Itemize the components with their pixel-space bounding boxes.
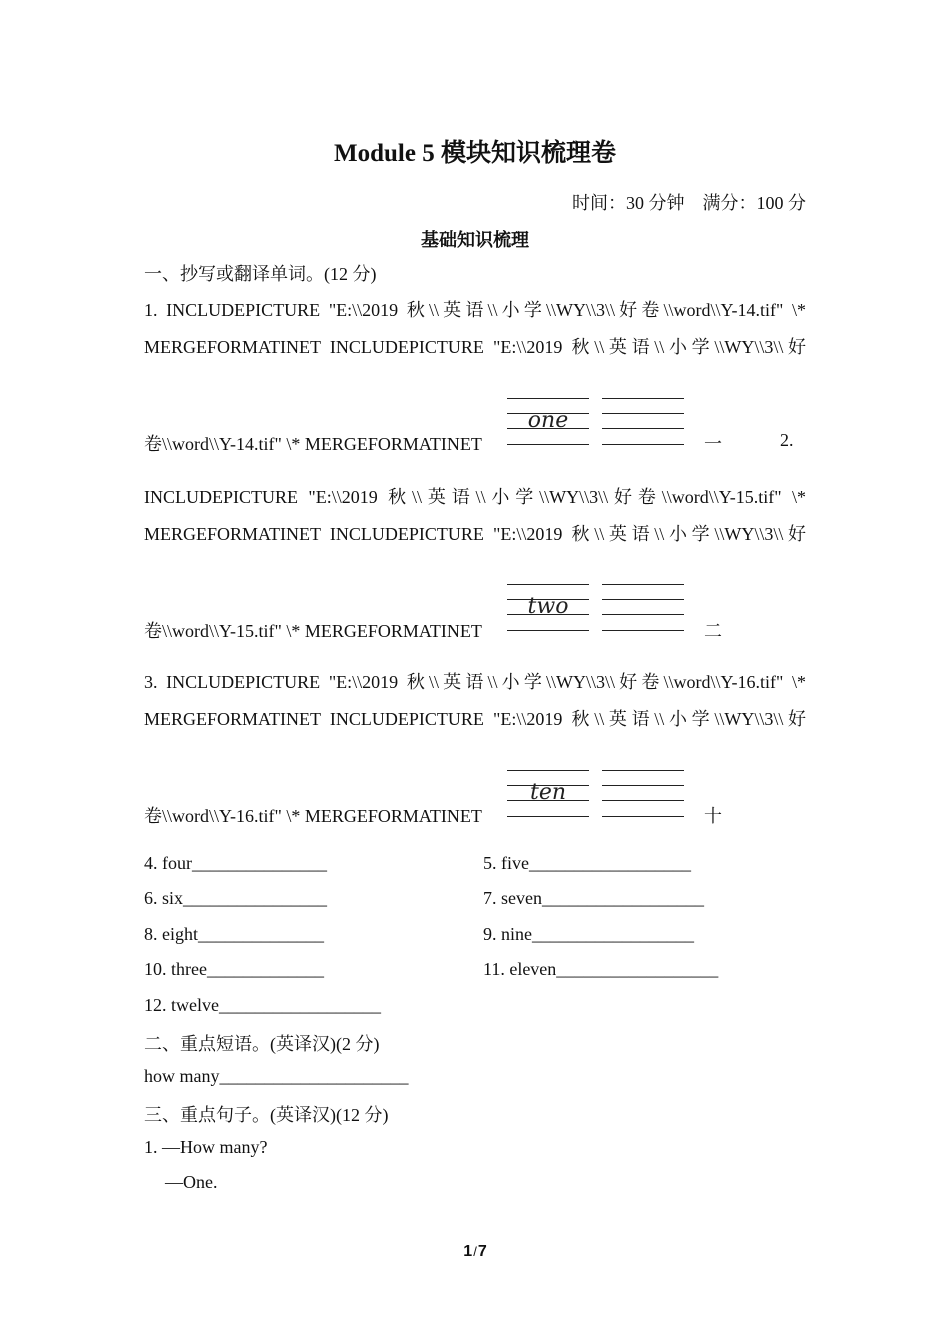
word-item-8[interactable]: 8. eight______________ [144, 924, 324, 944]
word-item-7[interactable]: 7. seven__________________ [483, 888, 704, 908]
word-item-10[interactable]: 10. three_____________ [144, 959, 324, 979]
item2-line3: 卷\\word\\Y-15.tif" \* MERGEFORMATINET [144, 621, 482, 641]
item2-line1: INCLUDEPICTURE "E:\\2019 秋\\英语\\小学\\WY\\3\\好卷\\word\\Y-15.tif" \* [144, 487, 806, 507]
page-number [0, 1243, 950, 1261]
part2-heading: 二、重点短语。(英译汉)(2 分) [144, 1034, 380, 1054]
item1-translation: 一 [704, 434, 722, 454]
item2-line2: MERGEFORMATINET INCLUDEPICTURE "E:\\2019 秋\\英语\\小学\\WY\\3\\好 [144, 524, 806, 544]
word-item-6[interactable]: 6. six________________ [144, 888, 328, 908]
item1-writing-box [507, 398, 589, 448]
page-current: 1 [463, 1243, 473, 1260]
item2-number: 2. [780, 430, 794, 450]
item3-writing-box [507, 770, 589, 820]
item3-answer-box[interactable] [602, 770, 684, 820]
part1-heading: 一、抄写或翻译单词。(12 分) [144, 264, 377, 284]
item1-line2: MERGEFORMATINET INCLUDEPICTURE "E:\\2019 秋\\英语\\小学\\WY\\3\\好 [144, 337, 806, 357]
word-item-4[interactable]: 4. four_______________ [144, 853, 327, 873]
page-title: Module 5 模块知识梳理卷 [334, 140, 616, 167]
item1-word: one [527, 408, 569, 433]
page-total: 7 [477, 1243, 487, 1260]
word-item-12[interactable]: 12. twelve__________________ [144, 995, 381, 1015]
item1-line3: 卷\\word\\Y-14.tif" \* MERGEFORMATINET [144, 434, 482, 454]
sentence-question-1: 1. —How many? [144, 1137, 268, 1157]
item1-answer-box[interactable] [602, 398, 684, 448]
item3-word: ten [529, 780, 567, 805]
section-header: 基础知识梳理 [421, 230, 529, 250]
item3-line1: 3. INCLUDEPICTURE "E:\\2019 秋\\英语\\小学\\WY\\3\\好卷\\word\\Y-16.tif" \* [144, 672, 806, 692]
item3-translation: 十 [704, 806, 722, 826]
sentence-answer-1: —One. [165, 1172, 218, 1192]
item1-line1: 1. INCLUDEPICTURE "E:\\2019 秋\\英语\\小学\\WY\\3\\好卷\\word\\Y-14.tif" \* [144, 300, 806, 320]
item2-translation: 二 [704, 621, 722, 641]
part3-heading: 三、重点句子。(英译汉)(12 分) [144, 1105, 389, 1125]
item2-writing-box [507, 584, 589, 634]
word-item-5[interactable]: 5. five__________________ [483, 853, 691, 873]
word-item-9[interactable]: 9. nine__________________ [483, 924, 694, 944]
exam-meta: 时间：30 分钟 满分：100 分 [572, 193, 806, 213]
item2-answer-box[interactable] [602, 584, 684, 634]
word-item-11[interactable]: 11. eleven__________________ [483, 959, 719, 979]
page-separator: / [473, 1244, 477, 1259]
phrase-item[interactable]: how many_____________________ [144, 1066, 409, 1086]
item3-line3: 卷\\word\\Y-16.tif" \* MERGEFORMATINET [144, 806, 482, 826]
item3-line2: MERGEFORMATINET INCLUDEPICTURE "E:\\2019 秋\\英语\\小学\\WY\\3\\好 [144, 709, 806, 729]
item2-word: two [527, 594, 569, 619]
